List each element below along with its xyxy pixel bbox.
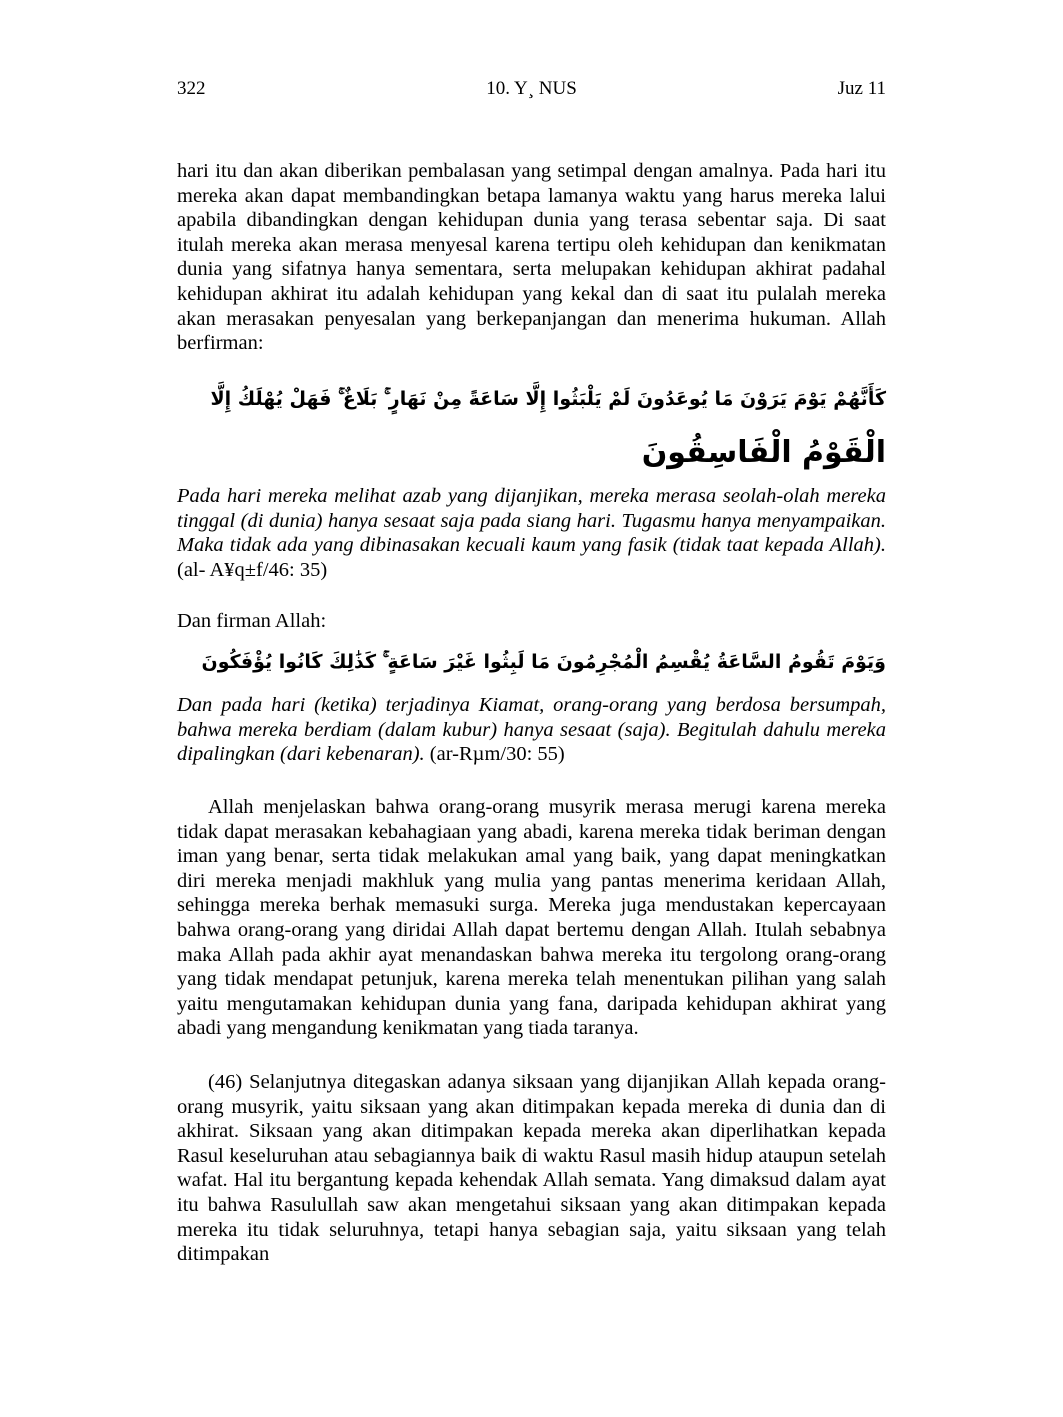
page-number: 322 [177,78,206,99]
juz-label: Juz 11 [837,78,886,99]
verse-1-reference: (al- A¥q±f/46: 35) [177,558,328,581]
paragraph-2: Allah menjelaskan bahwa orang-orang musyrik merasa merugi karena mereka tidak dapat merasakan kebahagiaan yang abadi, karena mereka tidak beriman dengan iman yang benar, serta tidak melakukan amal yang baik, yang dapat meningkatkan diri mereka menjadi makhluk yang mulia yang pantas menerima keridaan Allah, sehingga mereka berhak memasuki surga. Mereka juga mendustakan kepercayaan bahwa orang-orang yang diridai Allah dapat bertemu dengan Allah. Itulah sebabnya maka Allah pada akhir ayat menandaskan bahwa mereka itu tergolong orang-orang yang tidak mendapat petunjuk, karena mereka telah menentukan pilihan yang salah yaitu mengutamakan kehidupan dunia yang fana, daripada kehidupan akhirat yang abadi yang mengandung kenikmatan yang tiada taranya. [177,796,886,1040]
verse-2-translation-block [177,693,886,767]
verse-1-arabic-line-2: الْقَوْمُ الْفَاسِقُونَ [641,435,886,470]
verse-1-arabic-line-1: كَأَنَّهُمْ يَوْمَ يَرَوْنَ مَا يُوعَدُونَ لَمْ يَلْبَثُوا إِلَّا سَاعَةً مِنْ نَهَارٍ ۚ بَلَاغٌ ۚ فَهَلْ يُهْلَكُ إِلَّا [210,388,886,410]
verse-2-arabic-line-1: وَيَوْمَ تَقُومُ السَّاعَةُ يُقْسِمُ الْمُجْرِمُونَ مَا لَبِثُوا غَيْرَ سَاعَةٍ ۚ كَذَٰلِكَ كَانُوا يُؤْفَكُونَ [201,651,886,673]
paragraph-1: hari itu dan akan diberikan pembalasan yang setimpal dengan amalnya. Pada hari itu mereka akan dapat membandingkan betapa lamanya waktu yang harus mereka lalui apabila dibandingkan dengan kehidupan dunia yang terasa sebentar saja. Di saat itulah mereka akan merasa menyesal karena tertipu oleh kehidupan dan kenikmatan dunia yang sifatnya hanya sementara, serta melupakan kehidupan akhirat padahal kehidupan akhirat itu adalah kehidupan yang kekal dan di saat itu pulalah mereka akan merasakan penyesalan yang berkepanjangan dan menerima hukuman. Allah berfirman: [177,160,886,355]
page-header [177,76,886,102]
verse-2-reference: (ar-Rµm/30: 55) [424,743,565,766]
verse-1-translation-block [177,484,886,582]
verse-2-translation: Dan pada hari (ketika) terjadinya Kiamat, orang-orang yang berdosa bersumpah, bahwa mereka berdiam (dalam kubur) hanya sesaat (saja). Begitulah dahulu mereka dipalingkan (dari kebenaran). [177,694,886,766]
chapter-title: 10. Y¸ NUS [486,78,577,99]
verse-1-translation: Pada hari mereka melihat azab yang dijanjikan, mereka merasa seolah-olah mereka tinggal (di dunia) hanya sesaat saja pada siang hari. Tugasmu hanya menyampaikan. Maka tidak ada yang dibinasakan kecuali kaum yang fasik (tidak taat kepada Allah). [177,485,886,557]
intro-2: Dan firman Allah: [177,610,327,632]
paragraph-3: (46) Selanjutnya ditegaskan adanya siksaan yang dijanjikan Allah kepada orang-orang musyrik, yaitu siksaan yang akan ditimpakan kepada mereka di dunia dan di akhirat. Siksaan yang akan ditimpakan kepada mereka akan diperlihatkan kepada Rasul keseluruhan atau sebagiannya baik di waktu Rasul masih hidup ataupun setelah wafat. Hal itu bergantung kepada kehendak Allah semata. Yang dimaksud dalam ayat itu bahwa Rasulullah saw akan mengetahui siksaan yang akan ditimpakan kepada mereka itu tidak seluruhnya, tetapi hanya sebagian saja, yaitu siksaan yang telah ditimpakan [177,1071,886,1266]
